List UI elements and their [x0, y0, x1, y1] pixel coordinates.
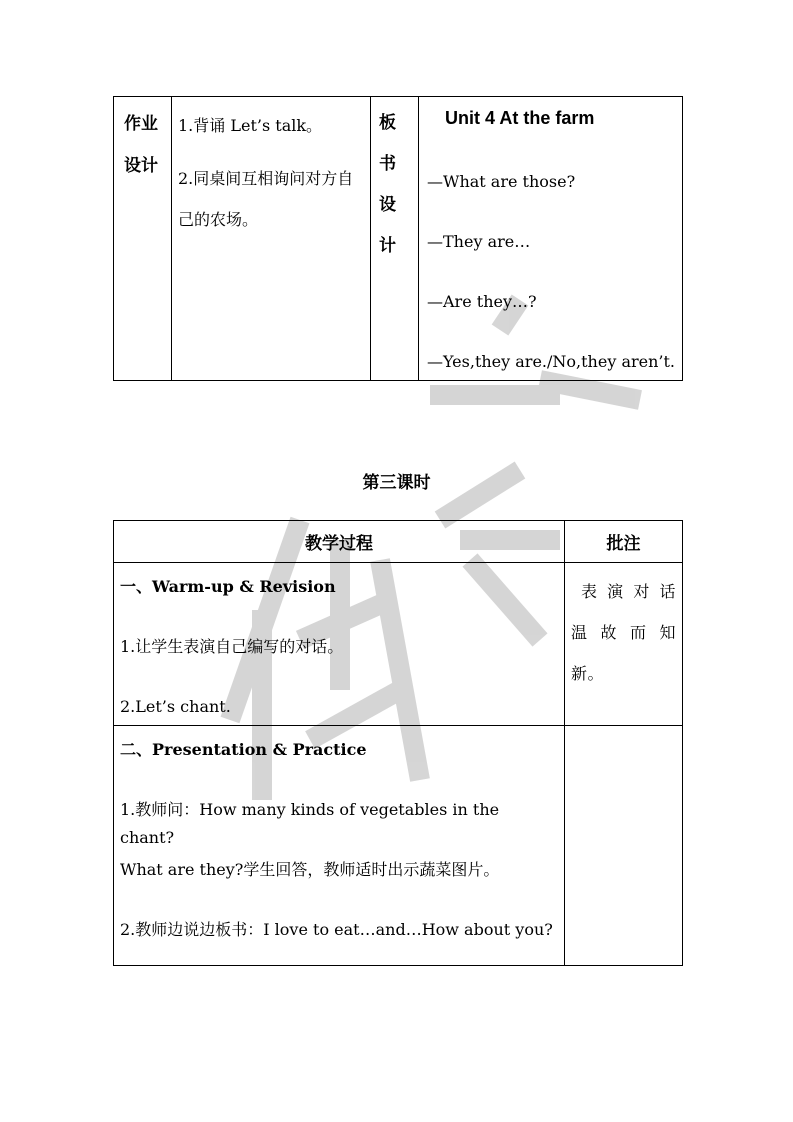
note-line: 新。 [571, 664, 605, 683]
teaching-process-table [113, 520, 683, 966]
section-title: 二、Presentation & Practice [120, 740, 367, 759]
homework-item: 2.同桌间互相询问对方自己的农场。 [178, 169, 354, 229]
blackboard-line: —They are… [427, 232, 531, 251]
note-line: 表演对话 [581, 582, 676, 601]
process-item: What are they?学生回答，教师适时出示蔬菜图片。 [120, 860, 500, 879]
blackboard-line: —What are those? [427, 172, 576, 191]
homework-label-cell [114, 97, 172, 381]
blackboard-content-cell [419, 97, 683, 381]
homework-content-cell [172, 97, 371, 381]
process-item: 1.让学生表演自己编写的对话。 [120, 637, 344, 656]
section2-note-cell [565, 726, 683, 966]
blackboard-label-cell [371, 97, 419, 381]
header-process: 教学过程 [114, 521, 565, 563]
blackboard-line: —Are they…? [427, 292, 537, 311]
homework-blackboard-table [113, 96, 683, 381]
homework-label-line2: 设计 [124, 156, 158, 176]
section1-note-cell [565, 563, 683, 726]
blackboard-line: —Yes,they are./No,they aren’t. [427, 352, 676, 371]
process-item: 2.教师边说边板书：I love to eat…and…How about you? [120, 920, 553, 939]
section-title: 一、Warm-up & Revision [120, 577, 336, 596]
note-line: 温故而知 [571, 623, 676, 642]
blackboard-label-char: 书 [379, 154, 396, 174]
process-item: 1.教师问：How many kinds of vegetables in the chant? [120, 800, 500, 847]
lesson-title: 第三课时 [362, 473, 431, 493]
blackboard-label-char: 设 [379, 195, 396, 215]
homework-label-line1: 作业 [124, 114, 158, 134]
section1-cell [114, 563, 565, 726]
header-notes: 批注 [565, 521, 683, 563]
section2-cell [114, 726, 565, 966]
homework-item: 1.背诵 Let’s talk。 [178, 116, 323, 135]
blackboard-label-char: 板 [379, 113, 396, 133]
blackboard-title: Unit 4 At the farm [445, 108, 595, 128]
blackboard-label-char: 计 [379, 236, 396, 256]
process-item: 2.Let’s chant. [120, 697, 231, 716]
